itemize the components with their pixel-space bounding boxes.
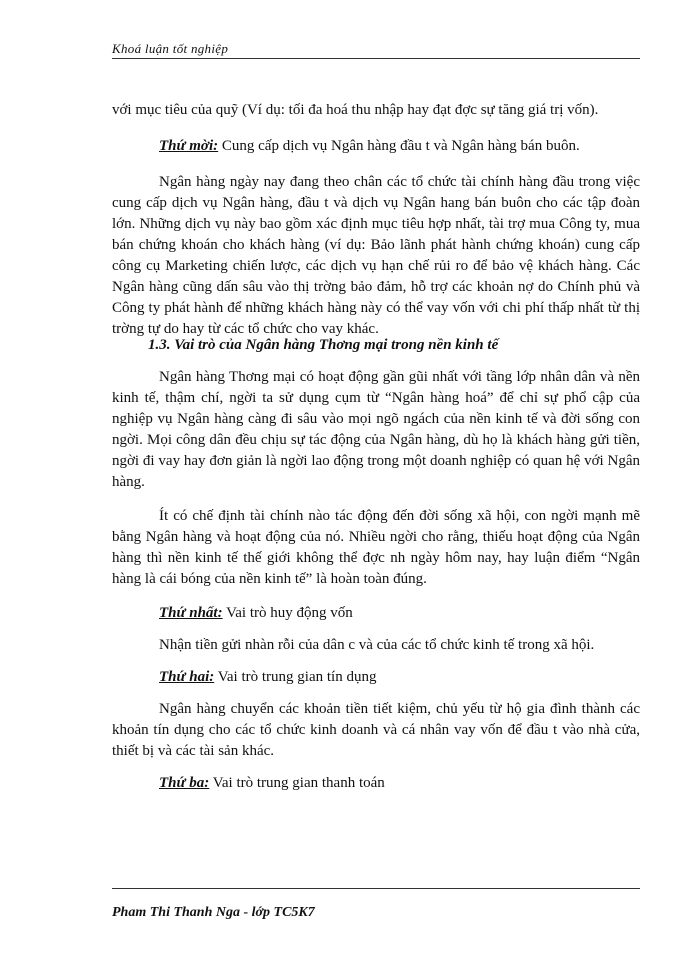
paragraph-thu-hai	[112, 667, 640, 688]
paragraph: Ngân hàng ngày nay đang theo chân các tổ chức tài chính hàng đầu trong việc cung cấp dịch vụ Ngân hàng, đầu t và dịch vụ Ngân hang bán buôn cho các tập đoàn lớn. Những dịch vụ này bao gồm xác định mục tiêu hợp nhất, tài trợ mua Công ty, mua bán chứng khoán cho khách hàng (ví dụ: Bảo lãnh phát hành chứng khoán) cung cấp công cụ Marketing chiến lược, các dịch vụ hạn chế rủi ro để bảo vệ khách hàng. Các Ngân hàng cũng dấn sâu vào thị trờng bảo đảm, hỗ trợ các khoản nợ do Chính phủ và Công ty phát hành để những khách hàng này có thể vay vốn với chi phí thấp nhất từ thị trờng tự do hay từ các tổ chức cho vay khác.	[112, 174, 640, 337]
paragraph: với mục tiêu của quỹ (Ví dụ: tối đa hoá thu nhập hay đạt đợc sự tăng giá trị vốn).	[112, 102, 599, 118]
paragraph: Nhận tiền gửi nhàn rỗi của dân c và của các tổ chức kinh tế trong xã hội.	[159, 637, 595, 653]
paragraph-thu-ba	[112, 773, 640, 794]
running-footer: Pham Thi Thanh Nga - lớp TC5K7	[112, 905, 315, 920]
paragraph-thu-nhat	[112, 603, 640, 624]
item-label: Thứ hai:	[159, 669, 215, 685]
paragraph: Ngân hàng Thơng mại có hoạt động gần gũi nhất với tầng lớp nhân dân và nền kinh tế, thậm chí, ngời ta sử dụng cụm từ “Ngân hàng hoá” để chỉ sự phổ cập của nghiệp vụ Ngân hàng càng đi sâu vào mọi ngõ ngách của nền kinh tế và đời sống con ngời. Mọi công dân đều chịu sự tác động của Ngân hàng, dù họ là khách hàng gửi tiền, ngời đi vay hay đơn giản là ngời lao động trong một doanh nghiệp có quan hệ với Ngân hàng.	[112, 369, 640, 490]
section-title: 1.3. Vai trò của Ngân hàng Thơng mại trong nền kinh tế	[148, 337, 499, 353]
footer-divider	[112, 888, 640, 889]
item-text: Vai trò trung gian tín dụng	[214, 669, 377, 685]
paragraph: Ít có chế định tài chính nào tác động đến đời sống xã hội, con ngời mạnh mẽ bằng Ngân hàng và hoạt động của nó. Nhiều ngời cho rằng, thiếu hoạt động của Ngân hàng thì nền kinh tế thế giới không thể đợc nh ngày hôm nay, hay luận điểm “Ngân hàng là cái bóng của nền kinh tế” là hoàn toàn đúng.	[112, 508, 640, 587]
paragraph-thu-muoi	[112, 136, 640, 157]
document-body	[112, 100, 640, 794]
item-label: Thứ mời:	[159, 138, 219, 154]
item-text: Cung cấp dịch vụ Ngân hàng đầu t và Ngân hàng bán buôn.	[218, 138, 580, 154]
item-text: Vai trò trung gian thanh toán	[209, 775, 385, 791]
item-label: Thứ ba:	[159, 775, 210, 791]
running-header: Khoá luận tốt nghiệp	[112, 41, 640, 59]
item-label: Thứ nhất:	[159, 605, 223, 621]
item-text: Vai trò huy động vốn	[222, 605, 353, 621]
paragraph: Ngân hàng chuyển các khoản tiền tiết kiệm, chủ yếu từ hộ gia đình thành các khoản tín dụng cho các tổ chức kinh doanh và cá nhân vay vốn để đầu t vào nhà cửa, thiết bị và các tài sản khác.	[112, 701, 640, 759]
